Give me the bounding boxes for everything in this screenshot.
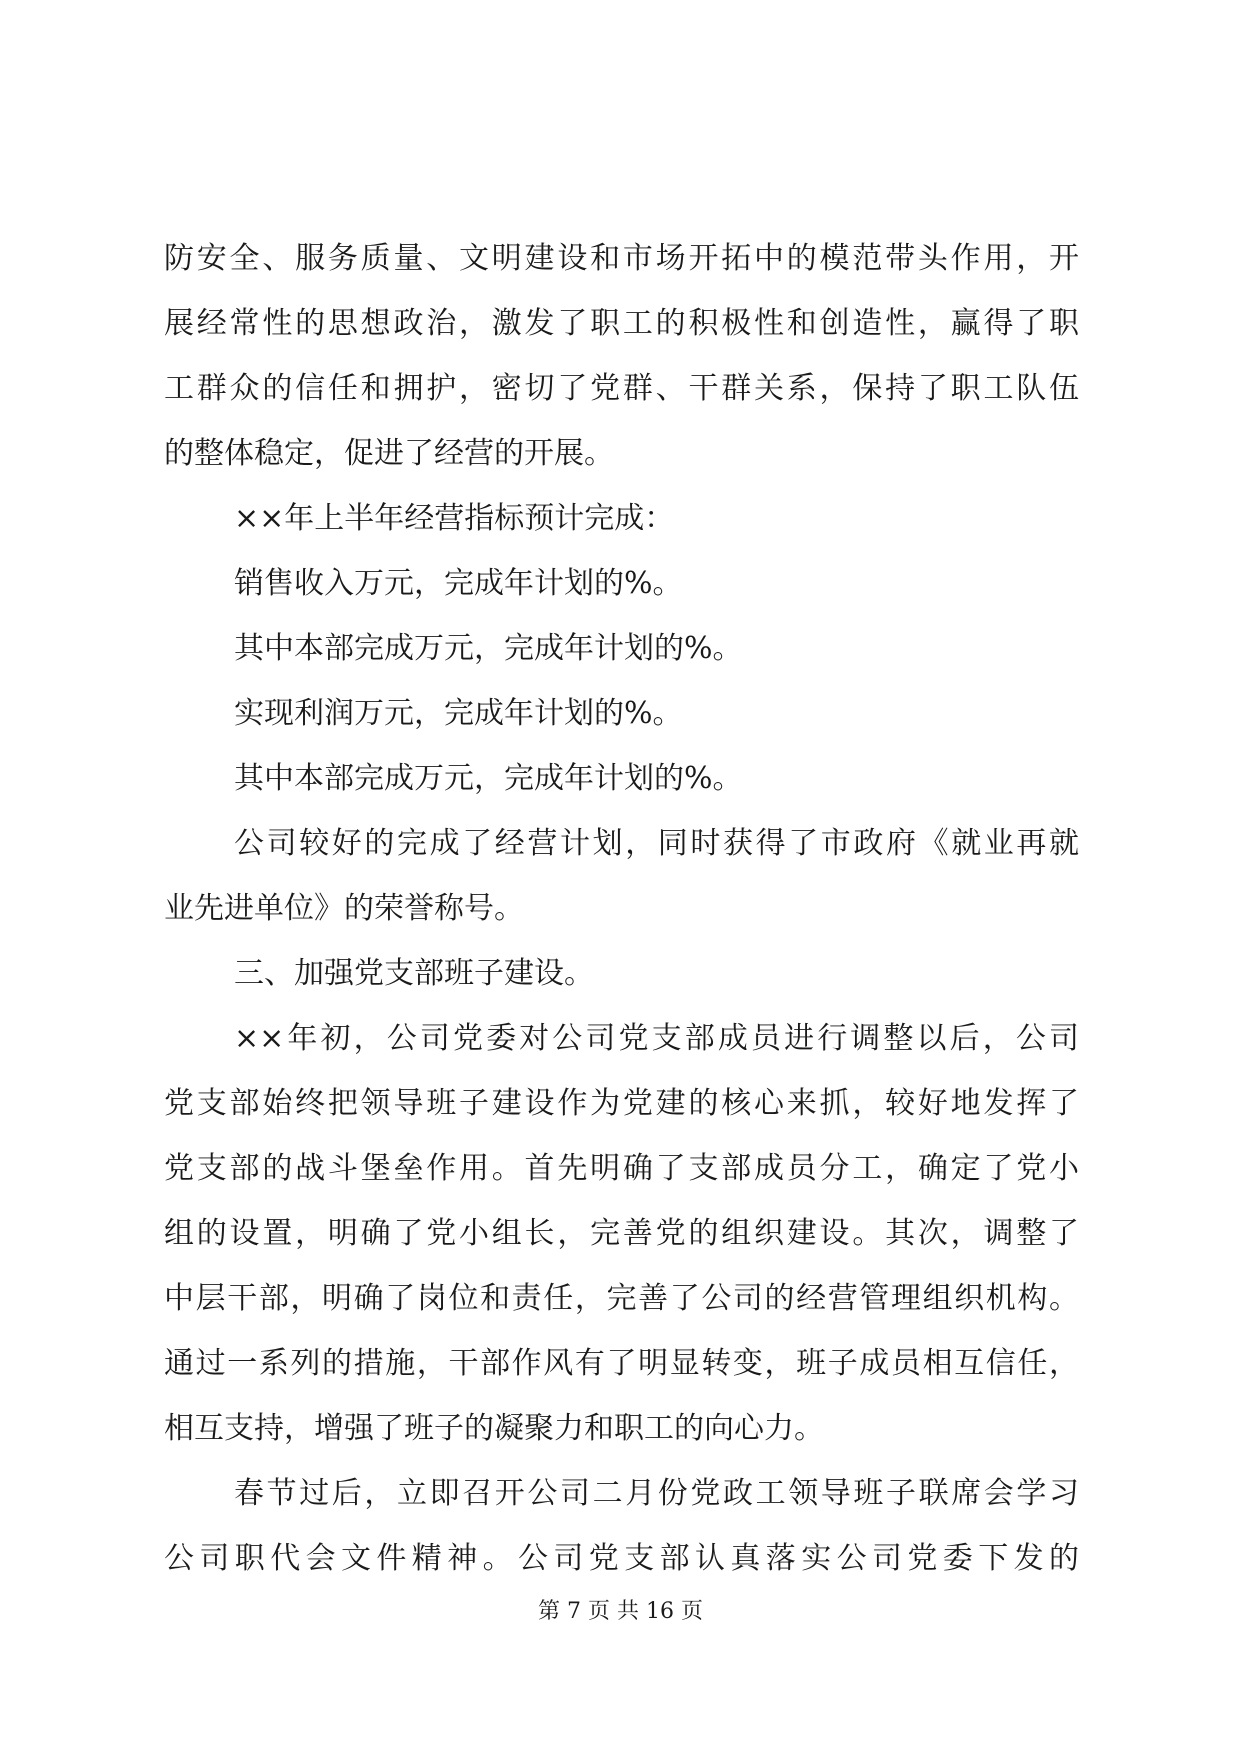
text-line: 党支部始终把领导班子建设作为党建的核心来抓，较好地发挥了 [164, 1086, 1079, 1121]
text-line: 公司职代会文件精神。公司党支部认真落实公司党委下发的 [164, 1541, 1079, 1576]
document-body [164, 226, 1079, 1591]
text-line: ××年上半年经营指标预计完成： [234, 501, 675, 536]
text-line: 销售收入万元，完成年计划的%。 [234, 566, 683, 601]
text-line: 党支部的战斗堡垒作用。首先明确了支部成员分工，确定了党小 [164, 1151, 1079, 1186]
text-line: ××年初，公司党委对公司党支部成员进行调整以后，公司 [234, 1021, 1079, 1056]
text-line: 中层干部，明确了岗位和责任，完善了公司的经营管理组织机构。 [164, 1281, 1079, 1316]
section-heading: 三、加强党支部班子建设。 [234, 956, 594, 991]
text-line: 相互支持，增强了班子的凝聚力和职工的向心力。 [164, 1411, 824, 1446]
text-line: 公司较好的完成了经营计划，同时获得了市政府《就业再就 [234, 826, 1079, 861]
page-number-footer: 第 7 页 共 16 页 [538, 1599, 703, 1624]
text-line: 展经常性的思想政治，激发了职工的积极性和创造性，赢得了职 [164, 306, 1079, 341]
text-line: 工群众的信任和拥护，密切了党群、干群关系，保持了职工队伍 [164, 371, 1079, 406]
text-line: 春节过后，立即召开公司二月份党政工领导班子联席会学习 [234, 1476, 1079, 1511]
text-line: 的整体稳定，促进了经营的开展。 [164, 436, 614, 471]
text-line: 防安全、服务质量、文明建设和市场开拓中的模范带头作用，开 [164, 241, 1079, 276]
text-line: 通过一系列的措施，干部作风有了明显转变，班子成员相互信任， [164, 1346, 1079, 1381]
text-line: 实现利润万元，完成年计划的%。 [234, 696, 683, 731]
text-line: 组的设置，明确了党小组长，完善党的组织建设。其次，调整了 [164, 1216, 1079, 1251]
text-line: 其中本部完成万元，完成年计划的%。 [234, 761, 743, 796]
text-line: 业先进单位》的荣誉称号。 [164, 891, 524, 926]
text-line: 其中本部完成万元，完成年计划的%。 [234, 631, 743, 666]
